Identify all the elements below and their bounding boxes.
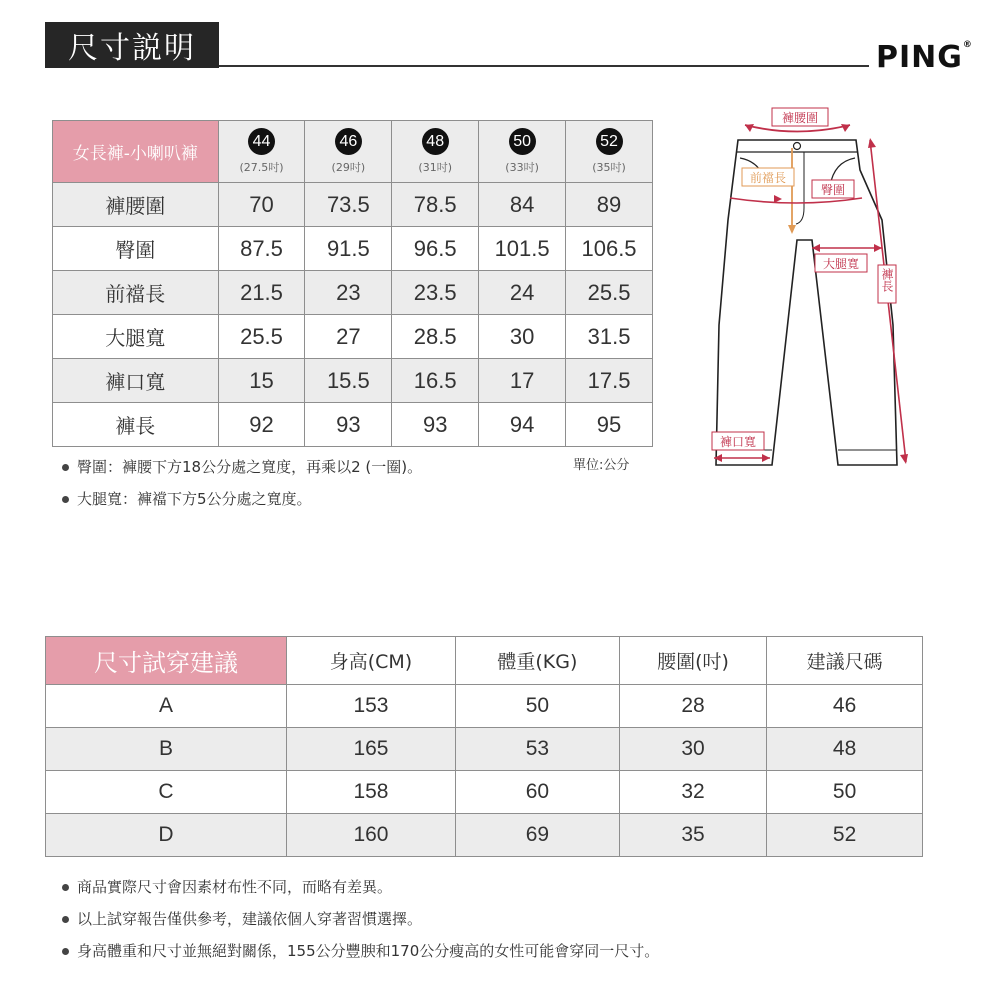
table-row bbox=[46, 685, 923, 728]
size-col-48 bbox=[392, 121, 479, 183]
size-badge: 52 bbox=[596, 128, 623, 155]
table-cell: 165 bbox=[287, 728, 456, 771]
table-row bbox=[53, 271, 653, 315]
column-header: 體重(KG) bbox=[455, 637, 619, 685]
table-cell: 78.5 bbox=[392, 183, 479, 227]
inch-label: (35吋) bbox=[592, 161, 626, 174]
size-col-50 bbox=[479, 121, 566, 183]
table-row bbox=[53, 227, 653, 271]
row-label: 大腿寬 bbox=[53, 315, 219, 359]
footer-note bbox=[62, 940, 659, 961]
column-header: 身高(CM) bbox=[287, 637, 456, 685]
thigh-tag-text: 大腿寬 bbox=[822, 257, 860, 271]
table-cell: 93 bbox=[305, 403, 392, 447]
table-cell: 52 bbox=[767, 814, 923, 857]
note-text: 身高體重和尺寸並無絕對關係，155公分豐腴和170公分瘦高的女性可能會穿同一尺寸。 bbox=[77, 942, 660, 960]
pants-diagram bbox=[700, 100, 915, 470]
table-cell: 95 bbox=[566, 403, 653, 447]
hip-tag-text: 臀圍 bbox=[820, 183, 846, 197]
length-arrow-tail bbox=[868, 138, 876, 148]
table-cell: 35 bbox=[619, 814, 766, 857]
table-cell: 25.5 bbox=[566, 271, 653, 315]
table-cell: 60 bbox=[455, 771, 619, 814]
table-cell: 87.5 bbox=[218, 227, 305, 271]
length-arrow-head bbox=[900, 454, 908, 464]
table-cell: 48 bbox=[767, 728, 923, 771]
row-label: A bbox=[46, 685, 287, 728]
inch-label: (31吋) bbox=[418, 161, 452, 174]
table-cell: 101.5 bbox=[479, 227, 566, 271]
row-label: 前襠長 bbox=[53, 271, 219, 315]
fit-category-label: 尺寸試穿建議 bbox=[46, 637, 287, 685]
table-cell: 69 bbox=[455, 814, 619, 857]
size-col-46 bbox=[305, 121, 392, 183]
table-cell: 70 bbox=[218, 183, 305, 227]
row-label: 臀圍 bbox=[53, 227, 219, 271]
table-row bbox=[53, 183, 653, 227]
footer-note bbox=[62, 876, 392, 897]
inch-label: (33吋) bbox=[505, 161, 539, 174]
fit-table-header bbox=[46, 637, 923, 685]
note-text: 以上試穿報告僅供參考，建議依個人穿著習慣選擇。 bbox=[77, 910, 423, 928]
size-badge: 48 bbox=[422, 128, 449, 155]
table-cell: 93 bbox=[392, 403, 479, 447]
table-cell: 50 bbox=[767, 771, 923, 814]
hem-tag-text: 褲口寬 bbox=[719, 435, 757, 449]
table-cell: 91.5 bbox=[305, 227, 392, 271]
note-text: 商品實際尺寸會因素材布性不同，而略有差異。 bbox=[77, 878, 393, 896]
waist-tag-text: 褲腰圍 bbox=[781, 111, 819, 125]
size-table bbox=[52, 120, 653, 447]
table-cell: 28 bbox=[619, 685, 766, 728]
table-cell: 23 bbox=[305, 271, 392, 315]
row-label: C bbox=[46, 771, 287, 814]
table-cell: 84 bbox=[479, 183, 566, 227]
title-divider bbox=[219, 65, 869, 67]
bullet-icon bbox=[62, 884, 69, 891]
table-cell: 96.5 bbox=[392, 227, 479, 271]
table-cell: 89 bbox=[566, 183, 653, 227]
front-rise-tag-text: 前襠長 bbox=[749, 171, 787, 185]
table-cell: 15 bbox=[218, 359, 305, 403]
table-cell: 106.5 bbox=[566, 227, 653, 271]
table-cell: 16.5 bbox=[392, 359, 479, 403]
row-label: 褲口寬 bbox=[53, 359, 219, 403]
table-cell: 92 bbox=[218, 403, 305, 447]
row-label: D bbox=[46, 814, 287, 857]
table-cell: 94 bbox=[479, 403, 566, 447]
table-cell: 27 bbox=[305, 315, 392, 359]
page-title: 尺寸説明 bbox=[45, 22, 219, 68]
size-col-44 bbox=[218, 121, 305, 183]
table-cell: 53 bbox=[455, 728, 619, 771]
note-hip bbox=[62, 456, 422, 477]
brand-logo bbox=[876, 40, 973, 75]
table-row bbox=[46, 728, 923, 771]
table-cell: 73.5 bbox=[305, 183, 392, 227]
table-cell: 25.5 bbox=[218, 315, 305, 359]
table-cell: 160 bbox=[287, 814, 456, 857]
table-cell: 30 bbox=[479, 315, 566, 359]
fit-table bbox=[45, 636, 923, 857]
row-label: 褲長 bbox=[53, 403, 219, 447]
table-cell: 32 bbox=[619, 771, 766, 814]
table-cell: 15.5 bbox=[305, 359, 392, 403]
bullet-icon bbox=[62, 464, 69, 471]
bullet-icon bbox=[62, 496, 69, 503]
brand-logo-text: PING bbox=[876, 40, 963, 75]
table-row bbox=[53, 403, 653, 447]
note-text: 臀圍：褲腰下方18公分處之寬度，再乘以2 (一圈)。 bbox=[77, 458, 423, 476]
note-text: 大腿寬：褲襠下方5公分處之寬度。 bbox=[77, 490, 312, 508]
table-row bbox=[53, 315, 653, 359]
unit-label: 單位:公分 bbox=[573, 458, 630, 473]
table-cell: 23.5 bbox=[392, 271, 479, 315]
table-cell: 21.5 bbox=[218, 271, 305, 315]
column-header: 腰圍(吋) bbox=[619, 637, 766, 685]
table-row bbox=[53, 359, 653, 403]
table-cell: 31.5 bbox=[566, 315, 653, 359]
table-row bbox=[46, 771, 923, 814]
inch-label: (29吋) bbox=[331, 161, 366, 174]
note-thigh bbox=[62, 488, 312, 509]
footer-note bbox=[62, 908, 422, 929]
table-cell: 158 bbox=[287, 771, 456, 814]
table-cell: 50 bbox=[455, 685, 619, 728]
table-cell: 17 bbox=[479, 359, 566, 403]
registered-mark: ® bbox=[962, 40, 973, 50]
size-badge: 46 bbox=[335, 128, 362, 155]
size-badge: 44 bbox=[248, 128, 275, 155]
bullet-icon bbox=[62, 948, 69, 955]
category-label: 女長褲-小喇叭褲 bbox=[53, 121, 219, 183]
bullet-icon bbox=[62, 916, 69, 923]
inch-label: (27.5吋) bbox=[239, 161, 284, 174]
waist-arrow-tail bbox=[745, 124, 754, 132]
table-cell: 153 bbox=[287, 685, 456, 728]
table-row bbox=[46, 814, 923, 857]
waist-arrow-head bbox=[841, 124, 850, 132]
length-tag-text: 褲長 bbox=[880, 268, 894, 292]
size-badge: 50 bbox=[509, 128, 536, 155]
pants-outline bbox=[716, 140, 897, 465]
table-cell: 24 bbox=[479, 271, 566, 315]
column-header: 建議尺碼 bbox=[767, 637, 923, 685]
table-cell: 46 bbox=[767, 685, 923, 728]
row-label: B bbox=[46, 728, 287, 771]
size-col-52 bbox=[566, 121, 653, 183]
table-cell: 28.5 bbox=[392, 315, 479, 359]
table-cell: 17.5 bbox=[566, 359, 653, 403]
row-label: 褲腰圍 bbox=[53, 183, 219, 227]
size-table-header bbox=[53, 121, 653, 183]
table-cell: 30 bbox=[619, 728, 766, 771]
